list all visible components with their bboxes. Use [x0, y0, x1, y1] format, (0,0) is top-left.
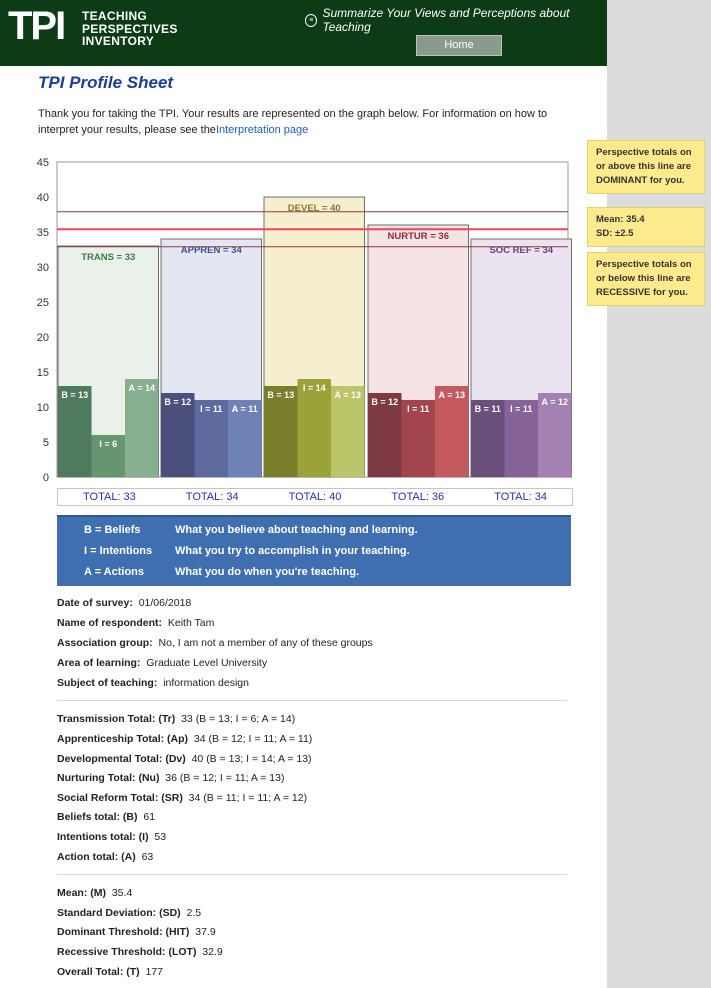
sub-bar-label: I = 6: [99, 439, 118, 449]
total-cell: TOTAL: 34: [494, 491, 547, 503]
survey-area: [57, 657, 267, 669]
sub-bar-label: I = 11: [510, 404, 533, 414]
info-value: Keith Tam: [167, 617, 215, 629]
sub-bar-label: A = 12: [541, 397, 568, 407]
info-label: Association group:: [57, 637, 153, 649]
survey-association: [57, 637, 373, 649]
sub-bar-label: B = 13: [267, 390, 295, 400]
y-tick-label: 45: [36, 157, 49, 169]
sub-bar-label: A = 13: [438, 390, 465, 400]
tagline-text: Summarize Your Views and Perceptions about Teaching: [322, 6, 570, 34]
y-tick-label: 35: [36, 227, 49, 239]
sub-bar-label: B = 11: [474, 404, 501, 414]
y-tick-label: 30: [36, 262, 49, 274]
sub-bar-label: I = 14: [302, 383, 326, 393]
mean-sd-note: [587, 207, 705, 247]
tagline: [305, 6, 607, 34]
legend-box: [57, 515, 571, 586]
developmental-total: [57, 753, 312, 765]
info-value: 35.4: [111, 887, 133, 899]
info-label: Mean: (M): [57, 887, 106, 899]
info-value: 63: [141, 851, 154, 863]
page-title: TPI Profile Sheet: [38, 73, 174, 92]
logo-subtitle: [82, 10, 178, 48]
y-tick-label: 15: [36, 367, 49, 379]
sub-bar: [125, 379, 159, 477]
info-value: 32.9: [202, 946, 223, 958]
totals-bar: [57, 488, 573, 506]
overall-stat: [57, 966, 163, 978]
sub-bar-label: A = 11: [231, 404, 258, 414]
info-value: 37.9: [195, 926, 216, 938]
info-value: 53: [154, 831, 167, 843]
sub-bar-label: I = 11: [200, 404, 223, 414]
legend-key: B = Beliefs: [84, 524, 141, 536]
speech-icon: ≡: [305, 14, 317, 27]
info-label: Overall Total: (T): [57, 966, 140, 978]
info-label: Beliefs total: (B): [57, 811, 138, 823]
total-cell: TOTAL: 33: [83, 491, 136, 503]
note-sd: SD: ±2.5: [596, 228, 634, 239]
divider: [57, 700, 567, 701]
sub-bar-label: B = 12: [371, 397, 399, 407]
y-tick-label: 10: [36, 402, 49, 414]
info-value: information design: [163, 677, 249, 689]
total-cell: TOTAL: 40: [288, 491, 342, 503]
profile-chart: [0, 150, 607, 490]
action-total: [57, 851, 153, 863]
sub-bar-label: B = 13: [61, 390, 89, 400]
sub-bar: [298, 379, 332, 477]
info-value: 36 (B = 12; I = 11; A = 13): [165, 772, 285, 784]
sub-bar-label: B = 12: [164, 397, 192, 407]
info-value: 33 (B = 13; I = 6; A = 14): [181, 713, 296, 725]
legend-desc: What you do when you're teaching.: [175, 566, 360, 578]
info-label: Nurturing Total: (Nu): [57, 772, 160, 784]
y-tick-label: 25: [36, 297, 49, 309]
lot-stat: [57, 946, 223, 958]
recessive-note: Perspective totals on or below this line are RECESSIVE for you.: [587, 252, 705, 306]
mean-stat: [57, 887, 132, 899]
sd-stat: [57, 907, 201, 919]
info-value: 34 (B = 11; I = 11; A = 12): [188, 792, 308, 804]
apprenticeship-total: [57, 733, 312, 745]
logo-sub-line: TEACHING: [82, 9, 148, 23]
logo-sub-line: INVENTORY: [82, 34, 155, 48]
legend-key: A = Actions: [84, 566, 145, 578]
transmission-total: [57, 713, 295, 725]
dominant-note: Perspective totals on or above this line are DOMINANT for you.: [587, 140, 705, 194]
sub-bar-label: I = 11: [407, 404, 430, 414]
legend-desc: What you believe about teaching and learning.: [175, 524, 418, 536]
info-value: Graduate Level University: [146, 657, 268, 669]
nurturing-total: [57, 772, 284, 784]
info-label: Subject of teaching:: [57, 677, 158, 689]
sub-bar-label: A = 14: [128, 383, 155, 393]
total-cell: TOTAL: 36: [391, 491, 445, 503]
info-label: Developmental Total: (Dv): [57, 753, 186, 765]
intro-text: [38, 106, 558, 138]
info-value: 177: [145, 966, 164, 978]
info-label: Dominant Threshold: (HIT): [57, 926, 190, 938]
survey-date: [57, 597, 191, 609]
legend-key: I = Intentions: [84, 545, 153, 557]
divider: [57, 874, 567, 875]
info-label: Transmission Total: (Tr): [57, 713, 176, 725]
y-tick-label: 40: [36, 192, 49, 204]
interpretation-link[interactable]: Interpretation page: [215, 124, 309, 136]
info-label: Social Reform Total: (SR): [57, 792, 183, 804]
perspective-label: NURTUR = 36: [387, 231, 449, 242]
legend-desc: What you try to accomplish in your teaching.: [175, 545, 410, 557]
perspective-label: TRANS = 33: [81, 252, 136, 263]
y-tick-label: 5: [42, 437, 49, 449]
info-value: No, I am not a member of any of these groups: [158, 637, 373, 649]
info-value: 40 (B = 13; I = 14; A = 13): [191, 753, 312, 765]
site-header: [0, 0, 607, 66]
info-label: Intentions total: (I): [57, 831, 149, 843]
info-label: Action total: (A): [57, 851, 136, 863]
total-cell: TOTAL: 34: [185, 491, 239, 503]
info-value: 01/06/2018: [138, 597, 192, 609]
sub-bar-label: A = 13: [334, 390, 361, 400]
logo-sub-line: PERSPECTIVES: [82, 21, 178, 36]
perspective-label: SOC REF = 34: [489, 245, 554, 256]
survey-subject: [57, 677, 249, 689]
info-label: Standard Deviation: (SD): [57, 907, 181, 919]
legend-row: [57, 541, 571, 561]
perspective-label: APPREN = 34: [180, 245, 242, 256]
note-mean: Mean: 35.4: [596, 214, 645, 225]
info-label: Area of learning:: [57, 657, 141, 669]
perspective-label: DEVEL = 40: [287, 203, 341, 214]
survey-respondent: [57, 617, 214, 629]
logo[interactable]: TPI: [8, 4, 65, 48]
info-value: 34 (B = 12; I = 11; A = 11): [193, 733, 313, 745]
legend-row: [57, 562, 571, 582]
info-label: Date of survey:: [57, 597, 133, 609]
info-value: 61: [143, 811, 156, 823]
intentions-total: [57, 831, 166, 843]
info-value: 2.5: [186, 907, 202, 919]
hit-stat: [57, 926, 216, 938]
info-label: Recessive Threshold: (LOT): [57, 946, 197, 958]
y-tick-label: 0: [42, 472, 49, 484]
legend-row: [57, 520, 571, 540]
social-reform-total: [57, 792, 307, 804]
info-label: Apprenticeship Total: (Ap): [57, 733, 189, 745]
intro-body: Thank you for taking the TPI. Your results are represented on the graph below. For information on how to interpret your results, please see the: [38, 108, 548, 136]
beliefs-total: [57, 811, 155, 823]
home-button[interactable]: Home: [416, 35, 502, 56]
y-tick-label: 20: [36, 332, 49, 344]
info-label: Name of respondent:: [57, 617, 163, 629]
